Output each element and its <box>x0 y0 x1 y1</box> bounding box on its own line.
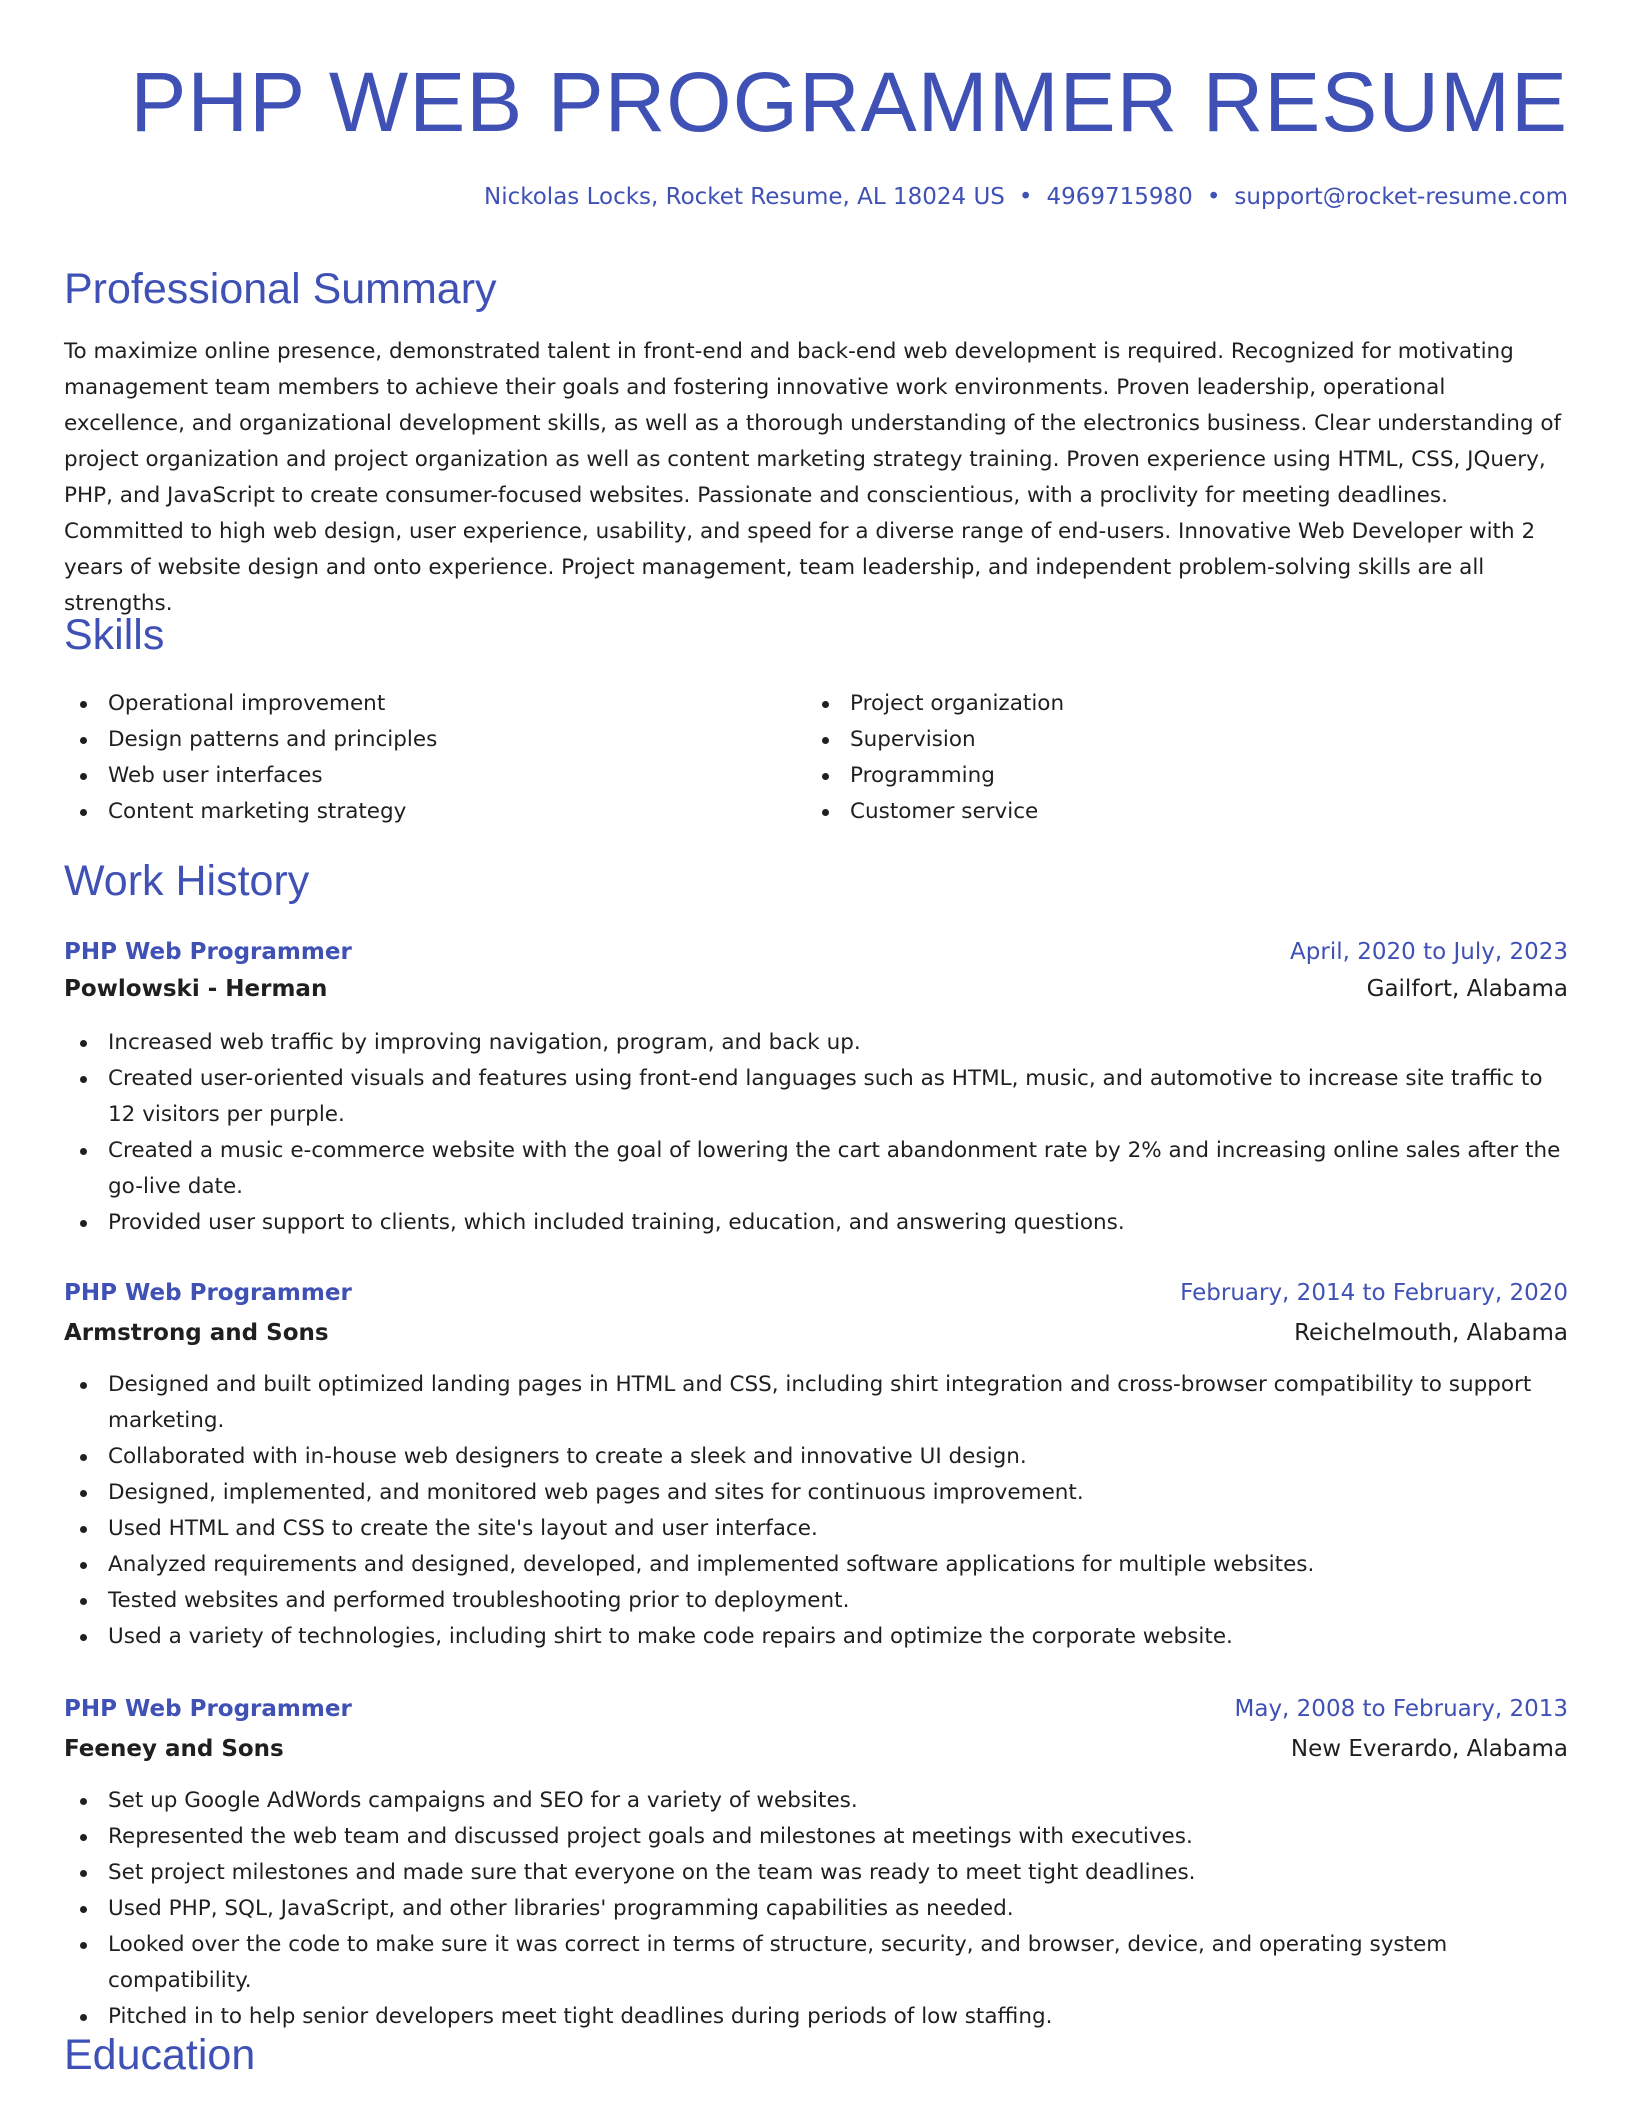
job-company-row <box>64 1731 1568 1767</box>
list-item: Designed, implemented, and monitored web pages and sites for continuous improvement. <box>64 1475 1568 1511</box>
contact-separator: • <box>1206 184 1221 210</box>
job-bullets <box>64 1025 1568 1241</box>
list-item: Used a variety of technologies, including shirt to make code repairs and optimize the corporate website. <box>64 1619 1568 1655</box>
list-item: Collaborated with in-house web designers to create a sleek and innovative UI design. <box>64 1439 1568 1475</box>
job-title: PHP Web Programmer <box>64 1696 352 1722</box>
job-dates: February, 2014 to February, 2020 <box>1180 1280 1568 1306</box>
list-item: Created user-oriented visuals and features using front-end languages such as HTML, music, and automotive to increase site traffic to 12 visitors per purple. <box>64 1061 1568 1133</box>
job-title-row <box>64 934 1568 970</box>
list-item: Looked over the code to make sure it was correct in terms of structure, security, and browser, device, and operating system compatibility. <box>64 1927 1568 1999</box>
job-location: Gailfort, Alabama <box>1366 976 1568 1002</box>
job-company: Armstrong and Sons <box>64 1320 329 1346</box>
job-location: New Everardo, Alabama <box>1290 1736 1568 1762</box>
list-item: Analyzed requirements and designed, developed, and implemented software applications for multiple websites. <box>64 1547 1568 1583</box>
skills-list-right <box>806 686 1506 830</box>
contact-line <box>484 180 1568 214</box>
section-heading-education: Education <box>64 2031 256 2079</box>
job-dates: April, 2020 to July, 2023 <box>1290 939 1568 965</box>
contact-email[interactable]: support@rocket-resume.com <box>1234 184 1568 210</box>
job-title-row <box>64 1275 1568 1311</box>
job-title: PHP Web Programmer <box>64 1280 352 1306</box>
skills-list-left <box>64 686 764 830</box>
list-item: Created a music e-commerce website with the goal of lowering the cart abandonment rate by 2% and increasing online sales after the go-live date. <box>64 1133 1568 1205</box>
list-item: Used PHP, SQL, JavaScript, and other libraries' programming capabilities as needed. <box>64 1891 1568 1927</box>
skill-item: Programming <box>806 758 1506 794</box>
list-item: Increased web traffic by improving navigation, program, and back up. <box>64 1025 1568 1061</box>
job-title: PHP Web Programmer <box>64 939 352 965</box>
list-item: Set project milestones and made sure that everyone on the team was ready to meet tight deadlines. <box>64 1855 1568 1891</box>
section-heading-skills: Skills <box>64 611 165 659</box>
job-dates: May, 2008 to February, 2013 <box>1234 1696 1568 1722</box>
contact-address: Nickolas Locks, Rocket Resume, AL 18024 US <box>484 184 1005 210</box>
list-item: Provided user support to clients, which included training, education, and answering questions. <box>64 1205 1568 1241</box>
skill-item: Project organization <box>806 686 1506 722</box>
skill-item: Customer service <box>806 794 1506 830</box>
list-item: Designed and built optimized landing pages in HTML and CSS, including shirt integration and cross-browser compatibility to support marketing. <box>64 1367 1568 1439</box>
job-location: Reichelmouth, Alabama <box>1294 1320 1568 1346</box>
job-title-row <box>64 1691 1568 1727</box>
job-company: Feeney and Sons <box>64 1736 284 1762</box>
summary-text: To maximize online presence, demonstrated talent in front-end and back-end web development is required. Recognized for motivating management team members to achieve their goals and fostering innovative work environments. Proven leadership, operational excellence, and organizational development skills, as well as a thorough understanding of the electronics business. Clear understanding of project organization and project organization as well as content marketing strategy training. Proven experience using HTML, CSS, JQuery, PHP, and JavaScript to create consumer-focused websites. Passionate and conscientious, with a proclivity for meeting deadlines. Committed to high web design, user experience, usability, and speed for a diverse range of end-users. Innovative Web Developer with 2 years of website design and onto experience. Project management, team leadership, and independent problem-solving skills are all strengths. <box>64 339 1562 616</box>
page-title: PHP WEB PROGRAMMER RESUME <box>130 55 1568 149</box>
job-bullets <box>64 1783 1568 2035</box>
skill-item: Content marketing strategy <box>64 794 764 830</box>
job-bullets <box>64 1367 1568 1655</box>
contact-phone: 4969715980 <box>1046 184 1193 210</box>
skill-item: Supervision <box>806 722 1506 758</box>
list-item: Represented the web team and discussed project goals and milestones at meetings with executives. <box>64 1819 1568 1855</box>
skill-item: Web user interfaces <box>64 758 764 794</box>
contact-separator: • <box>1018 184 1033 210</box>
list-item: Set up Google AdWords campaigns and SEO for a variety of websites. <box>64 1783 1568 1819</box>
section-heading-work-history: Work History <box>64 857 310 905</box>
job-company-row <box>64 1315 1568 1351</box>
list-item: Pitched in to help senior developers meet tight deadlines during periods of low staffing. <box>64 1999 1568 2035</box>
job-company: Powlowski - Herman <box>64 976 328 1002</box>
section-heading-summary: Professional Summary <box>64 265 497 313</box>
skill-item: Design patterns and principles <box>64 722 764 758</box>
skill-item: Operational improvement <box>64 686 764 722</box>
list-item: Used HTML and CSS to create the site's layout and user interface. <box>64 1511 1568 1547</box>
job-company-row <box>64 971 1568 1007</box>
list-item: Tested websites and performed troubleshooting prior to deployment. <box>64 1583 1568 1619</box>
